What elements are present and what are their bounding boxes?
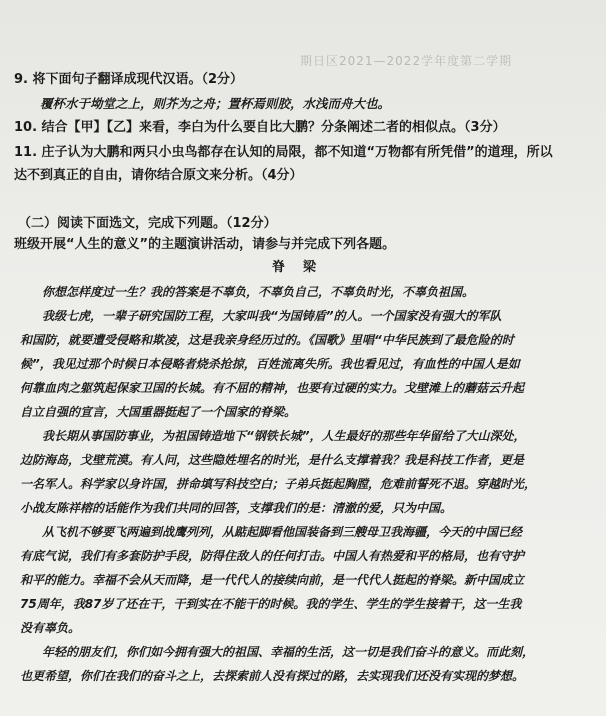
article-line: 何靠血肉之躯筑起保家卫国的长城。有不屈的精神，也要有过硬的实力。戈壁滩上的蘑菇云升起 [20, 381, 525, 395]
article-line: 和国防，就要遭受侵略和欺凌，这是我亲身经历过的。《国歌》里唱“中华民族到了最危险的时 [20, 333, 514, 347]
article-line: 一名军人。科学家以身许国，拼命填写科技空白；子弟兵挺起胸膛，危难前誓死不退。穿越时光， [20, 477, 537, 491]
article-line: 自立自强的宣言，大国重器挺起了一个国家的脊梁。 [20, 405, 297, 419]
article-line: 我长期从事国防事业，为祖国铸造地下“钢铁长城”，人生最好的那些年华留给了大山深处， [42, 429, 526, 443]
section-heading: （二）阅读下面选文，完成下列题。（12分） [18, 216, 277, 231]
article-line: 小战友陈祥榕的话能作为我们共同的回答，支撑我们的是：清澈的爱，只为中国。 [20, 501, 453, 515]
article-title: 脊梁 [271, 260, 334, 275]
article-line: 没有辜负。 [20, 621, 81, 635]
question-9: 9. 将下面句子翻译成现代汉语。（2分） [14, 72, 244, 87]
article-line: 75周年，我87岁了还在干，干到实在不能干的时候。我的学生、学生的学生接着干，这一生我 [20, 597, 522, 611]
article-line: 和平的能力。幸福不会从天而降，是一代代人的接续向前，是一代代人挺起的脊梁。新中国成立 [20, 573, 525, 587]
article-line: 年轻的朋友们，你们如今拥有强大的祖国、幸福的生活，这一切是我们奋斗的意义。而此刻， [42, 645, 535, 659]
article-line: 我级七虎，一辈子研究国防工程，大家叫我“为国铸盾”的人。一个国家没有强大的军队 [42, 309, 502, 323]
question-11-line1: 11. 庄子认为大鹏和两只小虫鸟都存在认知的局限，都不知道“万物都有所凭借”的道理，所以 [14, 145, 553, 160]
article-line: 从飞机不够要飞两遍到战鹰列列，从踮起脚看他国装备到三艘母卫我海疆，今天的中国已经 [42, 525, 523, 539]
article-line: 你想怎样度过一生？我的答案是不辜负，不辜负自己，不辜负时光，不辜负祖国。 [42, 285, 475, 299]
question-9-sentence: 覆杯水于坳堂之上，则芥为之舟；置杯焉则胶，水浅而舟大也。 [40, 96, 391, 111]
article-line: 有底气说，我们有多套防护手段，防得住敌人的任何打击。中国人有热爱和平的格局，也有守护 [20, 549, 525, 563]
article-line: 候”，我见过那个时候日本侵略者烧杀抢掠，百姓流离失所。我也看见过，有血性的中国人是如 [20, 357, 520, 371]
article-line: 也更希望，你们在我们的奋斗之上，去探索前人没有探过的路，去实现我们还没有实现的梦想。 [20, 669, 525, 683]
section-intro: 班级开展“人生的意义”的主题演讲活动，请参与并完成下列各题。 [14, 237, 396, 252]
bleed-through-text: 期日区2021—2022学年度第二学期 [300, 54, 513, 68]
question-11-line2: 达不到真正的自由，请你结合原文来分析。（4分） [14, 168, 303, 183]
question-10: 10. 结合【甲】【乙】来看，李白为什么要自比大鹏？分条阐述二者的相似点。（3分） [14, 120, 506, 135]
article-line: 边防海岛，戈壁荒漠。有人问，这些隐姓埋名的时光，是什么支撑着我？我是科技工作者，更是 [20, 453, 525, 467]
